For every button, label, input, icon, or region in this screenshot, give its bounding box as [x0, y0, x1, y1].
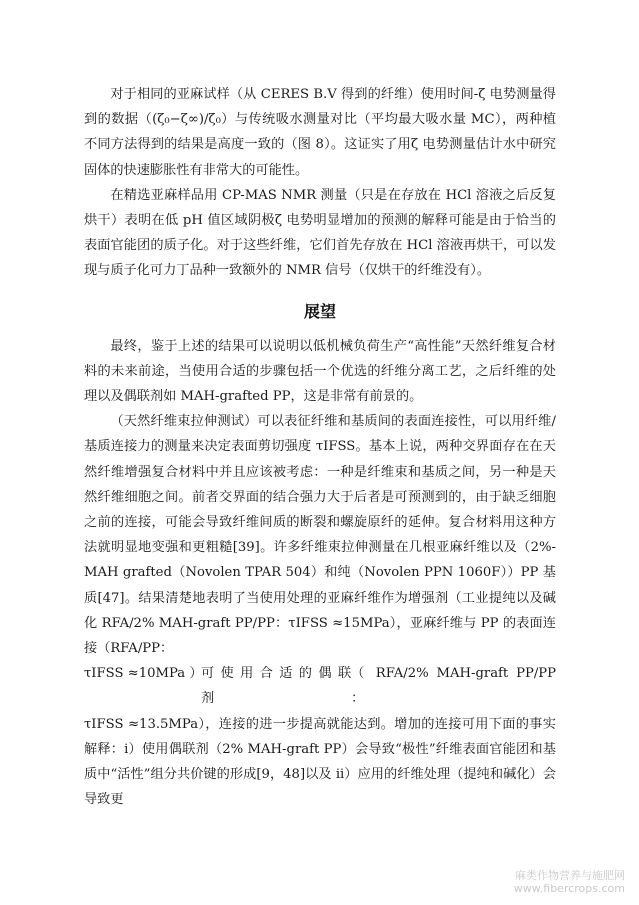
ifss-value-10mpa: τIFSS ≈10MPa ）: [84, 666, 203, 682]
paragraph-fiber-bundle-test: （天然纤维束拉伸测试）可以表征纤维和基质间的表面连接性，可以用纤维/基质连接力的测量来决定表面剪切强度 τIFSS。基本上说，两种交界面存在在天然纤维增强复合材料中并且应该被考虑：一种是纤维束和基质之间，另一种是天然纤维细胞之间。前者交界面的结合强力大于后者是可预测到的，由于缺乏细胞之前的连接，可能会导致纤维间质的断裂和螺旋原纤的延伸。复合材料用这种方法就明显地变强和更粗糙[39]。许多纤维束拉伸测量在几根亚麻纤维以及（2%-MAH grafted（Novolen TPAR 504）和纯（Novolen PPN 1060F））PP 基质[47]。结果清楚地表明了当使用处理的亚麻纤维作为增强剂（工业提纯以及碱化 RFA/2% MAH-graft PP/PP：τIFSS ≈15MPa），亚麻纤维与 PP 的表面连接（RFA/PP：: [84, 414, 556, 657]
document-body: [84, 82, 556, 812]
paragraph-zeta-potential-comparison: 对于相同的亚麻试样（从 CERES B.V 得到的纤维）使用时间-ζ 电势测量得到的数据（(ζ₀−ζ∞)/ζ₀）与传统吸水测量对比（平均最大吸水量 MC），两种植不同方法得到的结果是高度一致的（图 8）。这证实了用ζ 电势测量估计水中研究固体的快速膨胀性有非常大的可能性。: [84, 87, 556, 178]
site-watermark: [514, 869, 625, 895]
watermark-site-name: 麻类作物营养与施肥网: [515, 869, 625, 882]
section-heading-outlook: 展望: [303, 301, 336, 321]
rfa-mah-label: （ RFA/2% MAH-graft PP/PP ：: [351, 666, 557, 707]
paragraph-ifss-continuation: τIFSS ≈13.5MPa），连接的进一步提高就能达到。增加的连接可用下面的事实解释：i）使用偶联剂（2% MAH-graft PP）会导致“极性”纤维表面官能团和基质中“活性”组分共价键的形成[9，48]以及 ii）应用的纤维处理（提纯和碱化）会导致更: [84, 716, 556, 808]
paragraph-nmr-measurement: 在精选亚麻样品用 CP-MAS NMR 测量（只是在存放在 HCl 溶液之后反复烘干）表明在低 pH 值区域阴极ζ 电势明显增加的预测的解释可能是由于恰当的表面官能团的质子化。对于这些纤维，它们首先存放在 HCl 溶液再烘干，可以发现与质子化可力丁品种一致额外的 NMR 信号（仅烘干的纤维没有）。: [84, 187, 556, 279]
paragraph-outlook-intro: 最终，鉴于上述的结果可以说明以低机械负荷生产“高性能”天然纤维复合材料的未来前途，当使用合适的步骤包括一个优选的纤维分离工艺，之后纤维的处理以及偶联剂如 MAH-grafted PP，这是非常有前景的。: [84, 338, 556, 405]
watermark-url: www.fibercrops.com: [513, 882, 625, 895]
formula-line-coupling-agent: [84, 661, 556, 711]
coupling-agent-text: 可 使 用 合 适 的 偶 联 剂: [200, 666, 352, 707]
